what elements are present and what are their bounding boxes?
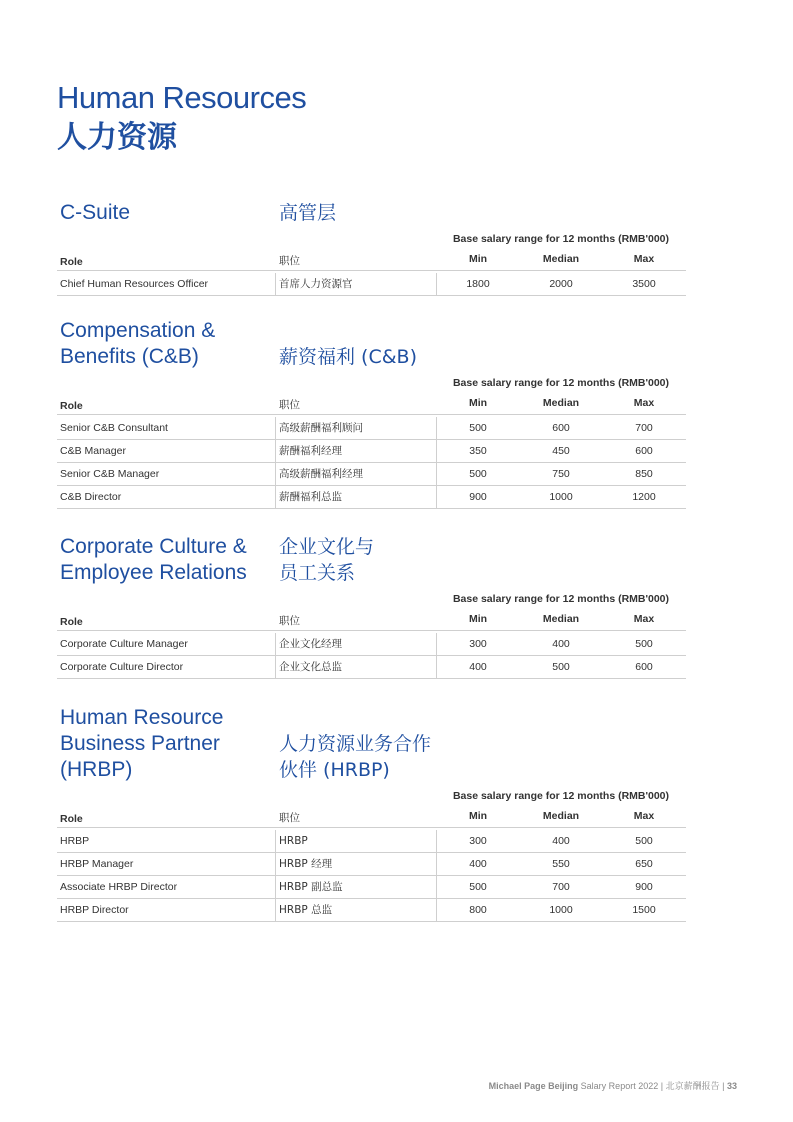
cell-max: 700 (635, 422, 653, 434)
cell-max: 650 (635, 858, 653, 870)
cell-median: 1000 (549, 491, 573, 503)
cell-role-cn: HRBP (279, 835, 308, 847)
section-title (60, 318, 215, 370)
column-divider (275, 830, 276, 852)
column-divider (436, 440, 437, 462)
section-title-line: C-Suite (60, 201, 131, 224)
header-role: Role (60, 616, 83, 628)
footer-report: Salary Report 2022 (580, 1081, 659, 1091)
header-median: Median (542, 613, 580, 625)
table-row (57, 876, 686, 899)
column-divider (436, 273, 437, 295)
section-title (60, 705, 223, 783)
table-header-row (57, 811, 686, 828)
cell-role: C&B Manager (60, 445, 126, 457)
header-role-cn: 职位 (279, 399, 300, 411)
cell-min: 900 (469, 491, 487, 503)
cell-role-cn: 薪酬福利经理 (279, 445, 342, 457)
cell-median: 750 (552, 468, 570, 480)
column-divider (275, 486, 276, 508)
cell-role-cn: 首席人力资源官 (279, 278, 353, 290)
table-header-row (57, 398, 686, 415)
section-title-cn (279, 344, 417, 370)
table-body (57, 273, 686, 296)
header-max: Max (633, 810, 655, 822)
cell-max: 600 (635, 661, 653, 673)
column-divider (436, 899, 437, 921)
cell-median: 1000 (549, 904, 573, 916)
header-role: Role (60, 813, 83, 825)
column-divider (275, 656, 276, 678)
salary-range-label: Base salary range for 12 months (RMB'000) (452, 593, 670, 605)
cell-min: 300 (469, 638, 487, 650)
column-divider (275, 463, 276, 485)
column-divider (436, 876, 437, 898)
column-divider (436, 656, 437, 678)
column-divider (275, 853, 276, 875)
column-divider (275, 417, 276, 439)
table-row (57, 830, 686, 853)
cell-role: Chief Human Resources Officer (60, 278, 209, 290)
section-title-cn-line: 高管层 (279, 202, 337, 224)
section-title-cn-line: 薪资福利 (C&B) (279, 346, 417, 368)
header-median: Median (542, 810, 580, 822)
cell-max: 850 (635, 468, 653, 480)
cell-role-cn: HRBP 总监 (279, 904, 333, 916)
section-title-cn (279, 534, 374, 586)
column-divider (275, 633, 276, 655)
cell-median: 500 (552, 661, 570, 673)
footer-brand: Michael Page Beijing (488, 1081, 579, 1091)
section-title-line: Business Partner (60, 732, 220, 755)
column-divider (275, 273, 276, 295)
footer-separator: | (722, 1081, 725, 1091)
section-title-line: Compensation & (60, 319, 216, 342)
cell-min: 1800 (466, 278, 490, 290)
section-title-line: Employee Relations (60, 561, 247, 584)
column-divider (436, 463, 437, 485)
column-divider (275, 876, 276, 898)
header-max: Max (633, 397, 655, 409)
cell-role: C&B Director (60, 491, 122, 503)
table-body (57, 633, 686, 679)
column-divider (275, 440, 276, 462)
table-body (57, 830, 686, 922)
cell-max: 500 (635, 638, 653, 650)
header-min: Min (468, 613, 488, 625)
header-min: Min (468, 397, 488, 409)
cell-role-cn: 企业文化总监 (279, 661, 342, 673)
section-title-line: (HRBP) (60, 758, 133, 781)
cell-min: 300 (469, 835, 487, 847)
cell-role: Corporate Culture Director (60, 661, 184, 673)
column-divider (436, 830, 437, 852)
section-title-cn-line: 员工关系 (279, 562, 356, 584)
cell-min: 800 (469, 904, 487, 916)
cell-max: 1200 (632, 491, 656, 503)
column-divider (436, 853, 437, 875)
cell-median: 400 (552, 835, 570, 847)
table-row (57, 463, 686, 486)
cell-min: 500 (469, 881, 487, 893)
salary-range-label: Base salary range for 12 months (RMB'000) (452, 790, 670, 802)
cell-role: Associate HRBP Director (60, 881, 178, 893)
cell-role: Senior C&B Manager (60, 468, 160, 480)
section-title-cn (279, 731, 431, 783)
cell-max: 500 (635, 835, 653, 847)
cell-median: 550 (552, 858, 570, 870)
cell-min: 500 (469, 422, 487, 434)
table-row (57, 273, 686, 296)
table-row (57, 656, 686, 679)
footer-separator: | (660, 1081, 664, 1091)
section-title-cn-line: 企业文化与 (279, 536, 375, 558)
page-footer (489, 1079, 737, 1092)
footer-report-cn: 北京薪酬报告 (665, 1081, 720, 1091)
table-header-row (57, 614, 686, 631)
table-row (57, 853, 686, 876)
header-role-cn: 职位 (279, 812, 300, 824)
section-title-cn (279, 200, 336, 226)
table-row (57, 633, 686, 656)
cell-median: 600 (552, 422, 570, 434)
cell-role: HRBP (60, 835, 90, 847)
table-row (57, 440, 686, 463)
cell-role-cn: 高级薪酬福利经理 (279, 468, 363, 480)
section-title (60, 200, 130, 226)
header-role: Role (60, 400, 83, 412)
table-header-row (57, 254, 686, 271)
header-median: Median (542, 253, 580, 265)
column-divider (436, 417, 437, 439)
page-title: Human Resources (57, 80, 307, 115)
section-title-line: Human Resource (60, 706, 224, 729)
cell-max: 3500 (632, 278, 656, 290)
section-title-cn-line: 人力资源业务合作 (279, 733, 432, 755)
section-title-cn-line: 伙伴 (HRBP) (279, 759, 390, 781)
cell-median: 700 (552, 881, 570, 893)
cell-role: HRBP Manager (60, 858, 134, 870)
table-row (57, 417, 686, 440)
header-max: Max (633, 253, 655, 265)
cell-role-cn: 高级薪酬福利顾问 (279, 422, 363, 434)
header-role-cn: 职位 (279, 615, 300, 627)
cell-max: 900 (635, 881, 653, 893)
column-divider (436, 633, 437, 655)
cell-role: HRBP Director (60, 904, 129, 916)
cell-min: 400 (469, 858, 487, 870)
table-body (57, 417, 686, 509)
table-row (57, 899, 686, 922)
header-role: Role (60, 256, 83, 268)
section-title (60, 534, 247, 586)
footer-page-number: 33 (726, 1081, 737, 1091)
header-median: Median (542, 397, 580, 409)
table-row (57, 486, 686, 509)
header-role-cn: 职位 (279, 255, 300, 267)
cell-role: Senior C&B Consultant (60, 422, 168, 434)
cell-median: 2000 (549, 278, 573, 290)
cell-role-cn: HRBP 经理 (279, 858, 333, 870)
salary-range-label: Base salary range for 12 months (RMB'000) (452, 233, 670, 245)
header-min: Min (468, 810, 488, 822)
cell-min: 400 (469, 661, 487, 673)
cell-min: 500 (469, 468, 487, 480)
page-title-cn: 人力资源 (57, 120, 177, 155)
cell-max: 1500 (632, 904, 656, 916)
cell-median: 450 (552, 445, 570, 457)
section-title-line: Corporate Culture & (60, 535, 247, 558)
cell-role-cn: 企业文化经理 (279, 638, 342, 650)
cell-median: 400 (552, 638, 570, 650)
cell-role-cn: HRBP 副总监 (279, 881, 343, 893)
cell-role: Corporate Culture Manager (60, 638, 188, 650)
section-title-line: Benefits (C&B) (60, 345, 199, 368)
header-max: Max (633, 613, 655, 625)
column-divider (436, 486, 437, 508)
cell-max: 600 (635, 445, 653, 457)
header-min: Min (468, 253, 488, 265)
cell-min: 350 (469, 445, 487, 457)
column-divider (275, 899, 276, 921)
salary-range-label: Base salary range for 12 months (RMB'000) (452, 377, 670, 389)
cell-role-cn: 薪酬福利总监 (279, 491, 342, 503)
